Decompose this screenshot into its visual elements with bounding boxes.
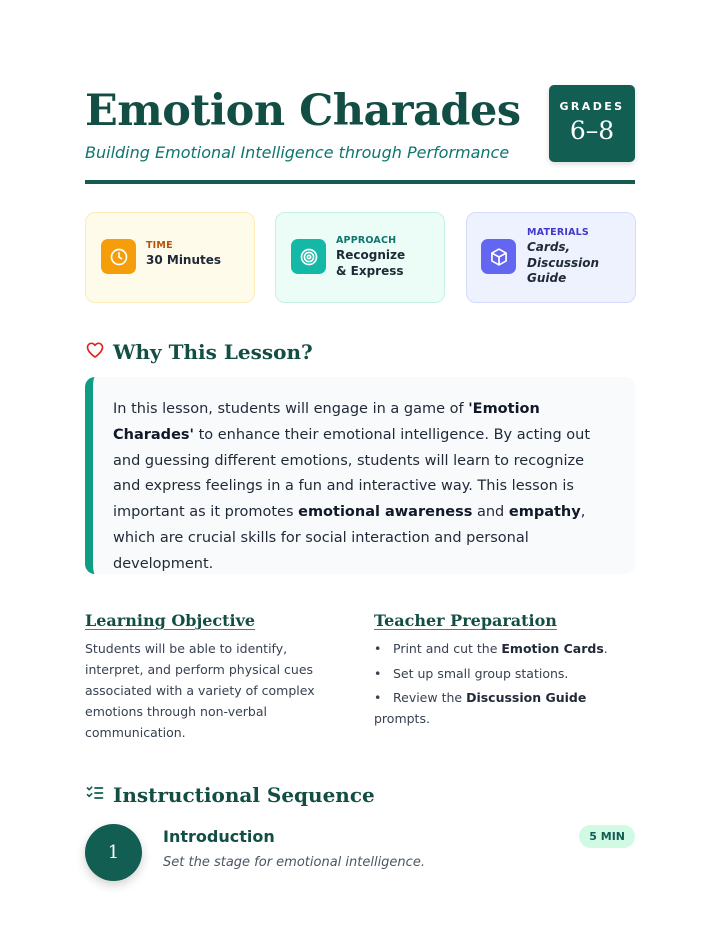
materials-card <box>466 212 636 303</box>
clock-icon <box>101 239 136 274</box>
step-number: 1 <box>85 824 142 881</box>
materials-label: MATERIALS <box>527 227 589 238</box>
sequence-step <box>85 824 635 884</box>
why-heading-text: Why This Lesson? <box>113 340 313 364</box>
sequence-heading-text: Instructional Sequence <box>113 783 375 807</box>
grades-value: 6–8 <box>569 116 615 145</box>
time-value: 30 Minutes <box>146 253 222 267</box>
approach-value: Recognize & Express <box>336 248 406 278</box>
approach-card <box>275 212 445 303</box>
approach-label: APPROACH <box>336 235 397 246</box>
header-divider <box>85 180 635 184</box>
lesson-header <box>85 86 635 186</box>
teacher-preparation <box>374 611 634 733</box>
checklist-icon <box>85 783 105 807</box>
preparation-title: Teacher Preparation <box>374 611 557 630</box>
objective-body: Students will be able to identify, interpret, and perform physical cues associated with a variety of complex emotions through non-verbal communication. <box>85 641 315 740</box>
grades-label: GRADES <box>559 100 625 113</box>
time-label: TIME <box>146 240 173 251</box>
lesson-subtitle: Building Emotional Intelligence through Performance <box>85 143 510 162</box>
time-card <box>85 212 255 303</box>
objective-title: Learning Objective <box>85 611 256 630</box>
list-item: • Review the Discussion Guide prompts. <box>374 687 634 729</box>
step-description: Set the stage for emotional intelligence. <box>163 855 425 870</box>
why-callout <box>85 377 635 574</box>
target-icon <box>291 239 326 274</box>
learning-objective <box>85 611 345 743</box>
step-title: Introduction <box>163 827 275 846</box>
duration-badge: 5 MIN <box>579 825 635 848</box>
why-paragraph: In this lesson, students will engage in a game of 'Emotion Charades' to enhance their emotional intelligence. By acting out and guessing different emotions, students will learn to recognize and express feelings in a fun and interactive way. This lesson is important as it promotes emotional awareness and empathy, which are crucial skills for social interaction and personal development. <box>113 401 591 572</box>
why-heading <box>85 340 313 364</box>
materials-value: Cards, Discussion Guide <box>527 240 600 285</box>
sequence-heading <box>85 783 375 807</box>
preparation-list <box>374 638 634 729</box>
box-icon <box>481 239 516 274</box>
grades-badge <box>549 85 635 162</box>
heart-icon <box>85 340 105 364</box>
list-item: • Print and cut the Emotion Cards. <box>374 638 634 659</box>
list-item: • Set up small group stations. <box>374 663 634 684</box>
lesson-title: Emotion Charades <box>85 86 521 136</box>
